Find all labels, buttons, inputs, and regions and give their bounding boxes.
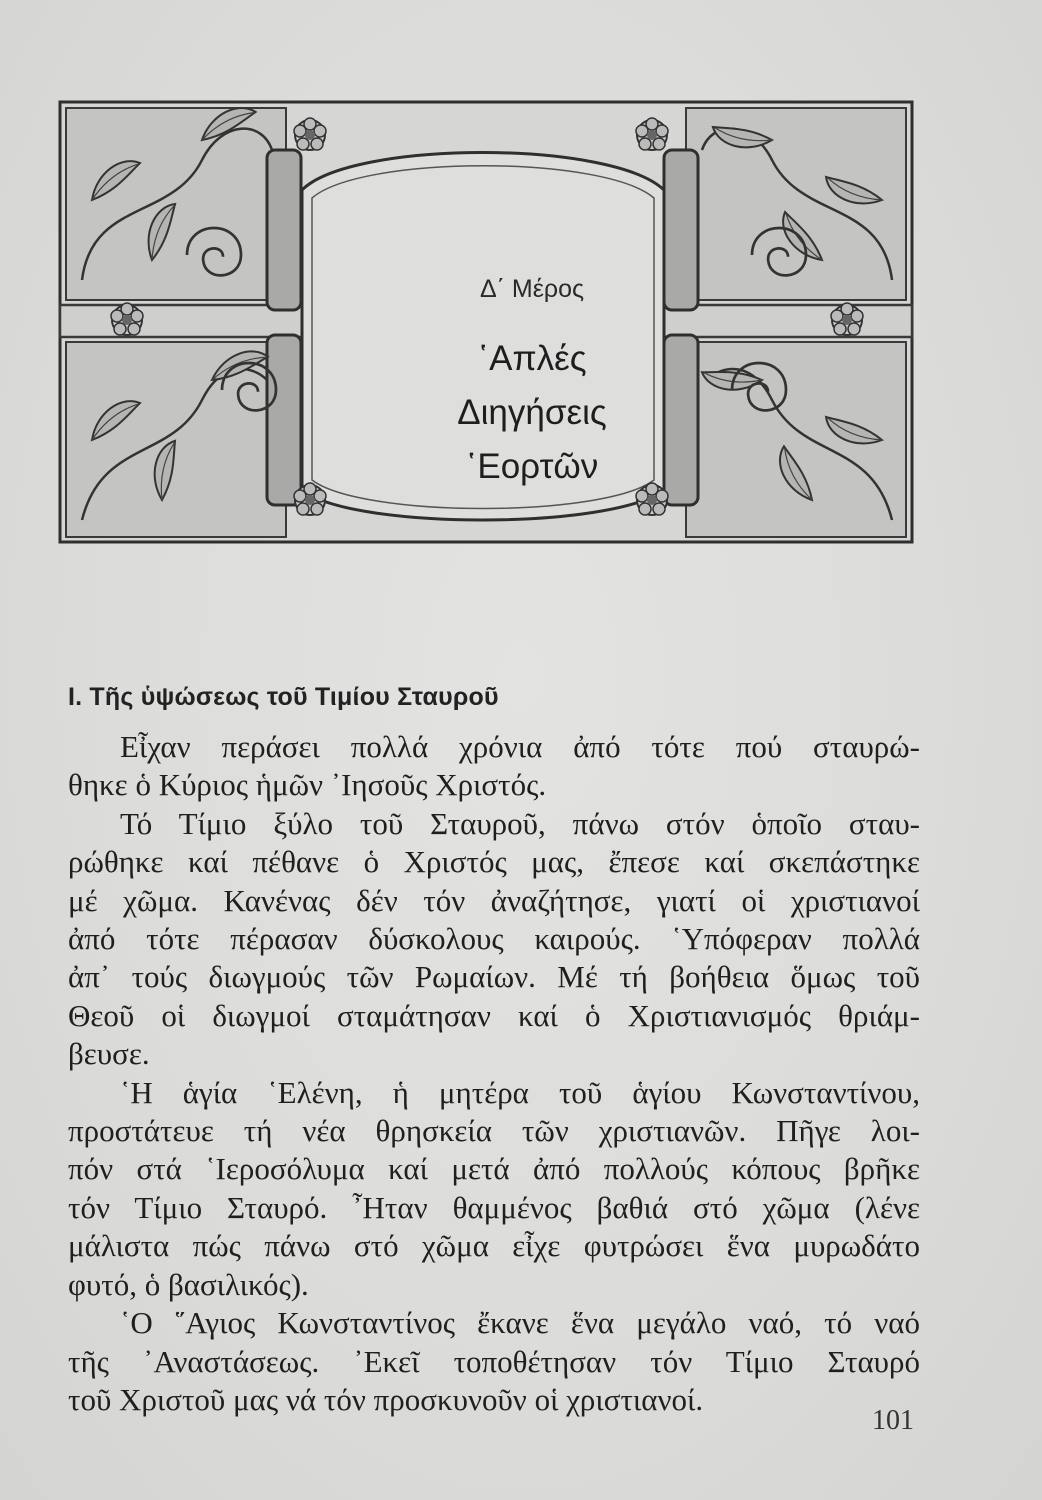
text-line: Θεοῦ οἱ διωγμοί σταμάτησαν καί ὁ Χριστιανισμός θριάμ-	[68, 997, 920, 1033]
text-line: βευσε.	[68, 1036, 150, 1072]
text-line: τῆς ᾿Αναστάσεως. ᾿Εκεῖ τοποθέτησαν τόν Τίμιο Σταυρό	[68, 1343, 920, 1379]
text-line: φυτό, ὁ βασιλικός).	[68, 1266, 309, 1302]
text-line: τοῦ Χριστοῦ μας νά τόν προσκυνοῦν οἱ χριστιανοί.	[68, 1381, 704, 1417]
text-line: προστάτευε τή νέα θρησκεία τῶν χριστιανῶν. Πῆγε λοι-	[68, 1113, 920, 1149]
text-line: ρώθηκε καί πέθανε ὁ Χριστός μας, ἔπεσε καί σκεπάστηκε	[68, 844, 920, 880]
text-line: θηκε ὁ Κύριος ἡμῶν ᾿Ιησοῦς Χριστός.	[68, 767, 547, 803]
text-line: Εἶχαν περάσει πολλά χρόνια ἀπό τότε πού σταυρώ-	[120, 729, 920, 764]
chapter-header	[352, 275, 712, 494]
section-heading: Ι. Τῆς ὑψώσεως τοῦ Τιμίου Σταυροῦ	[68, 683, 499, 711]
title-line-2: Διηγήσεις	[457, 393, 607, 432]
text-line: πόν στά ῾Ιεροσόλυμα καί μετά ἀπό πολλούς κόπους βρῆκε	[68, 1151, 920, 1187]
text-line: ἀπό τότε πέρασαν δύσκολους καιρούς. ῾Υπόφεραν πολλά	[68, 921, 920, 957]
text-line: τόν Τίμιο Σταυρό. ῏Ηταν θαμμένος βαθιά στό χῶμα (λένε	[68, 1189, 920, 1225]
text-line: ῾Η ἁγία ῾Ελένη, ἡ μητέρα τοῦ ἁγίου Κωνσταντίνου,	[120, 1074, 920, 1110]
text-line: ἀπ᾿ τούς διωγμούς τῶν Ρωμαίων. Μέ τή βοήθεια ὅμως τοῦ	[68, 959, 920, 995]
text-line: ῾Ο ῞Αγιος Κωνσταντίνος ἔκανε ἕνα μεγάλο ναό, τό ναό	[120, 1305, 920, 1341]
body-text	[68, 728, 920, 1419]
text-line: μάλιστα πώς πάνω στό χῶμα εἶχε φυτρώσει ἕνα μυρωδάτο	[68, 1228, 920, 1264]
text-line: μέ χῶμα. Κανένας δέν τόν ἀναζήτησε, γιατί οἱ χριστιανοί	[68, 882, 920, 918]
text-line: Τό Τίμιο ξύλο τοῦ Σταυροῦ, πάνω στόν ὁποῖο σταυ-	[120, 805, 920, 841]
part-label: Δ΄ Μέρος	[479, 275, 585, 303]
title-line-1: ῾Απλές	[477, 339, 587, 378]
ornamental-frame	[52, 80, 922, 550]
title-line-3: ῾Εορτῶν	[465, 447, 599, 486]
page-number: 101	[872, 1405, 914, 1436]
